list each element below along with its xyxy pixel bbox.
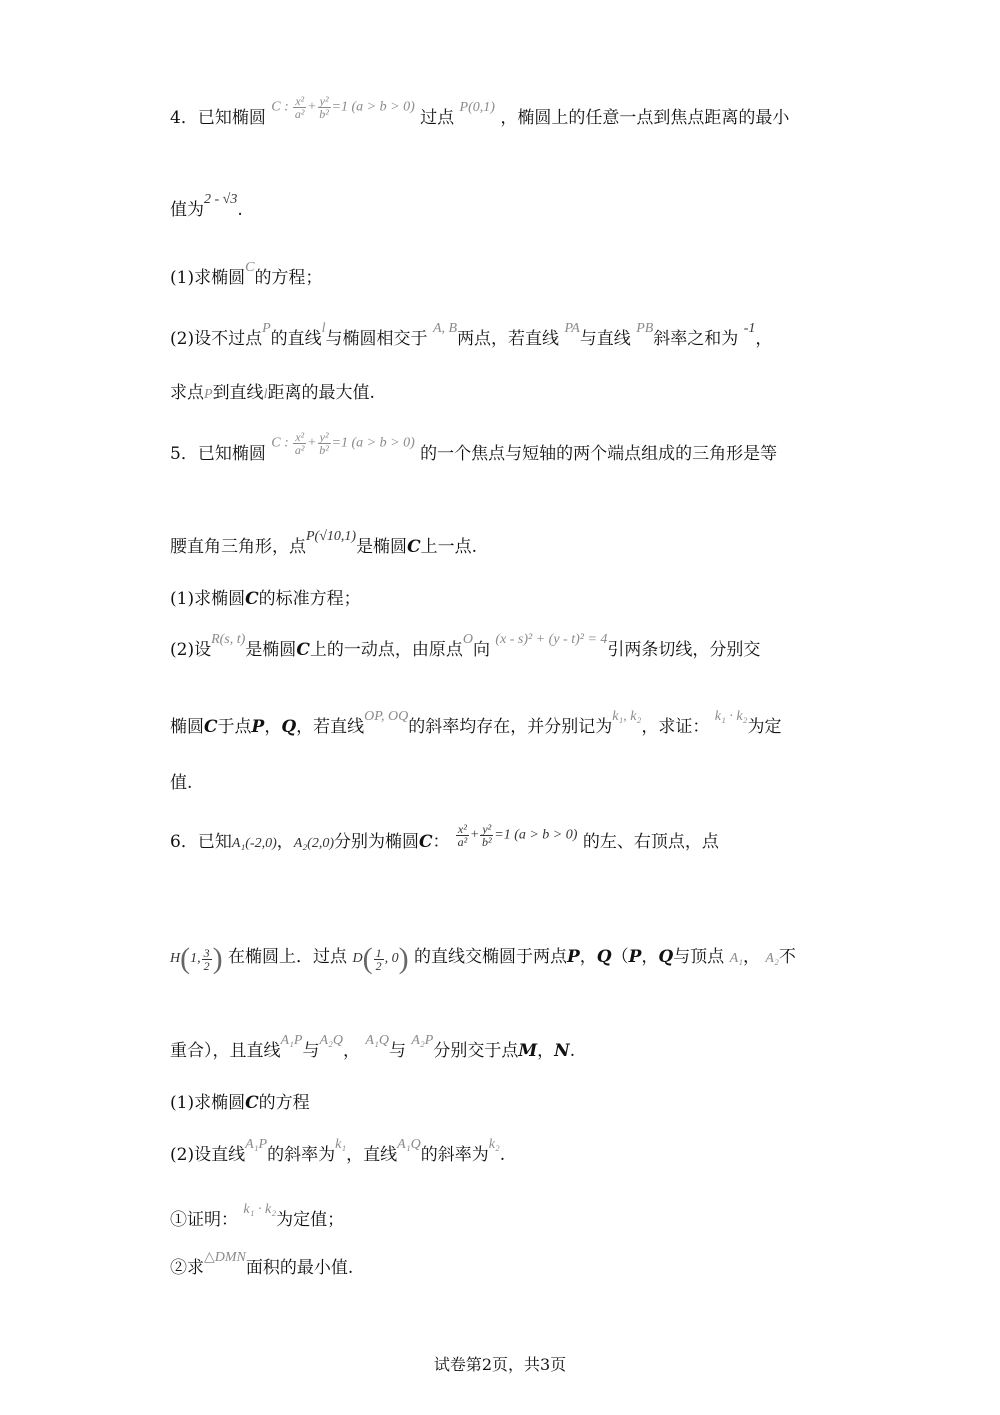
q6-part-2-i: ①证明： k₁ · k₂为定值； bbox=[170, 1202, 345, 1230]
q6-line-1: 6．已知A₁(-2,0)，A₂(2,0)分别为椭圆C： $\frac{\text{x²}}{\text{a²}}$ + $\frac{\text{y²}}{\text{b²}}$ =1 (a > b > 0) 的左、右顶点，点 bbox=[170, 830, 719, 856]
q4-min-value: 2 - √3 bbox=[204, 192, 238, 207]
q6-point-a2: A₂(2,0) bbox=[293, 836, 334, 851]
q6-point-a1: A₁(-2,0) bbox=[231, 836, 277, 851]
q5-part-2-cont: 椭圆C于点P，Q，若直线OP, OQ的斜率均存在，并分别记为k₁, k₂，求证： k₁ · k₂为定 bbox=[170, 709, 782, 737]
q6-line-2: H(1, $\frac{3}{2}$ ) 在椭圆上．过点 D( $\frac{1}{2}$ , 0) 的直线交椭圆于两点P，Q（P，Q与顶点 A₁， A₂不 bbox=[170, 942, 796, 975]
q6-point-h: H(1, $\frac{3}{2}$ ) bbox=[170, 942, 223, 975]
q5-line-2: 腰直角三角形，点P(√10,1)是椭圆C上一点. bbox=[170, 535, 477, 561]
q6-point-d: D( $\frac{1}{2}$ , 0) bbox=[352, 942, 409, 975]
q5-ellipse-equation: C : $\frac{\text{x²}}{\text{a²}}$ + $\frac{\text{y²}}{\text{b²}}$ =1 (a > b > 0) bbox=[271, 430, 415, 458]
q4-part-2: (2)设不过点P的直线l与椭圆相交于 A, B两点，若直线 PA与直线 PB斜率之和为 -1， bbox=[170, 321, 773, 349]
q6-ellipse-equation: $\frac{\text{x²}}{\text{a²}}$ + $\frac{\text{y²}}{\text{b²}}$ =1 (a > b > 0) bbox=[457, 822, 578, 850]
q5-point-p: P(√10,1) bbox=[306, 529, 357, 544]
q4-part-2-cont: 求点P到直线l距离的最大值. bbox=[170, 383, 375, 403]
q5-part-2: (2)设R(s, t)是椭圆C上的一动点，由原点O向 (x - s)² + (y - t)² = 4引两条切线，分别交 bbox=[170, 638, 760, 664]
q4-ellipse-equation: C : $\frac{\text{x²}}{\text{a²}}$ + $\frac{\text{y²}}{\text{b²}}$ =1 (a > b > 0) bbox=[271, 94, 415, 122]
q4-point-p: P(0,1) bbox=[459, 100, 495, 115]
q4-part-1: (1)求椭圆C的方程； bbox=[170, 260, 323, 288]
q5-line-1: 5．已知椭圆 C : $\frac{\text{x²}}{\text{a²}}$ + $\frac{\text{y²}}{\text{b²}}$ =1 (a > b > 0) 的一个焦点与短轴的两个端点组成的三角形是等 bbox=[170, 430, 778, 464]
q4-line-2: 值为2 - √3. bbox=[170, 198, 243, 224]
q5-part-2-end: 值. bbox=[170, 773, 193, 793]
q5-circle-equation: (x - s)² + (y - t)² = 4 bbox=[495, 632, 608, 647]
q6-line-3: 重合），且直线A₁P与A₂Q， A₁Q与 A₂P分别交于点M，N. bbox=[170, 1033, 576, 1061]
q6-part-2: (2)设直线A₁P的斜率为k₁，直线A₁Q的斜率为k₂. bbox=[170, 1137, 506, 1165]
page-footer: 试卷第2页，共3页 bbox=[433, 1355, 567, 1374]
q6-part-1: (1)求椭圆C的方程 bbox=[170, 1093, 310, 1113]
q5-part-1: (1)求椭圆C的标准方程； bbox=[170, 589, 361, 609]
q6-part-2-ii: ②求△DMN面积的最小值. bbox=[170, 1250, 354, 1278]
q4-line-1: 4．已知椭圆 C : $\frac{\text{x²}}{\text{a²}}$ + $\frac{\text{y²}}{\text{b²}}$ =1 (a > b > 0) 过点 P(0,1) ，椭圆上的任意一点到焦点距离的最小 bbox=[170, 94, 790, 128]
